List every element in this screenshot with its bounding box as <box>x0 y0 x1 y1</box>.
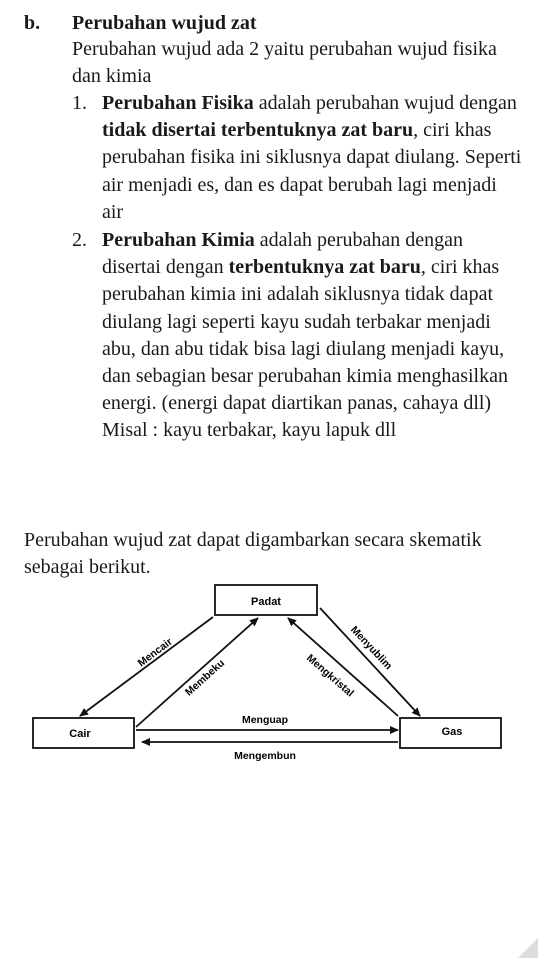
state-box-liquid <box>33 718 134 748</box>
label-sublimation: Menyublim <box>348 623 395 673</box>
list-number: 2. <box>72 229 87 251</box>
label-freezing: Membeku <box>182 657 228 699</box>
label-deposition: Mengkristal <box>304 652 356 700</box>
section-intro: Perubahan wujud ada 2 yaitu perubahan wujud fisika dan kimia <box>72 38 497 87</box>
item-bold-phrase: tidak disertai terbentuknya zat baru <box>102 119 414 142</box>
item-bold-phrase: terbentuknya zat baru <box>228 256 421 279</box>
state-change-diagram <box>0 575 540 775</box>
term-physical-change: Perubahan Fisika <box>102 92 254 114</box>
term-chemical-change: Perubahan Kimia <box>102 229 255 251</box>
list-item-chemical-change <box>72 227 522 445</box>
arrow-freezing <box>136 618 258 727</box>
section-letter: b. <box>24 12 41 34</box>
list-number: 1. <box>72 92 87 114</box>
item-text-b: , ciri khas perubahan kimia ini adalah siklusnya tidak dapat diulang lagi seperti kayu sudah terbakar menjadi abu, dan abu tidak bisa lagi diulang menjadi kayu, dan sebagian besar perubahan kimia menghasilkan energi. (energi dapat diartikan panas, cahaya dll) <box>102 256 508 415</box>
item-text-a: adalah perubahan wujud dengan <box>253 92 517 114</box>
list-item-body <box>102 227 522 445</box>
state-label-solid: Padat <box>251 596 281 608</box>
item-text-b: , ciri khas perubahan fisika ini siklusnya dapat diulang. Seperti air menjadi es, dan es dapat berubah lagi menjadi air <box>102 119 522 223</box>
state-box-gas <box>400 718 501 748</box>
section-heading <box>24 10 256 36</box>
arrow-sublimation <box>320 608 420 716</box>
label-melting: Mencair <box>135 635 175 670</box>
item-text-a: adalah perubahan dengan disertai dengan <box>102 229 464 279</box>
state-label-gas: Gas <box>441 726 463 738</box>
label-condensation: Mengembun <box>234 750 296 762</box>
state-box-solid <box>215 585 317 615</box>
label-evaporation: Menguap <box>241 714 289 726</box>
list-item-body <box>102 90 522 226</box>
closing-paragraph: Perubahan wujud zat dapat digambarkan secara skematik sebagai berikut. <box>24 529 482 578</box>
state-label-liquid: Cair <box>69 728 91 740</box>
item-example: Misal : kayu terbakar, kayu lapuk dll <box>102 419 397 442</box>
section-title: Perubahan wujud zat <box>72 12 257 34</box>
page-corner-fold <box>518 938 538 958</box>
list-item-physical-change <box>72 90 522 226</box>
